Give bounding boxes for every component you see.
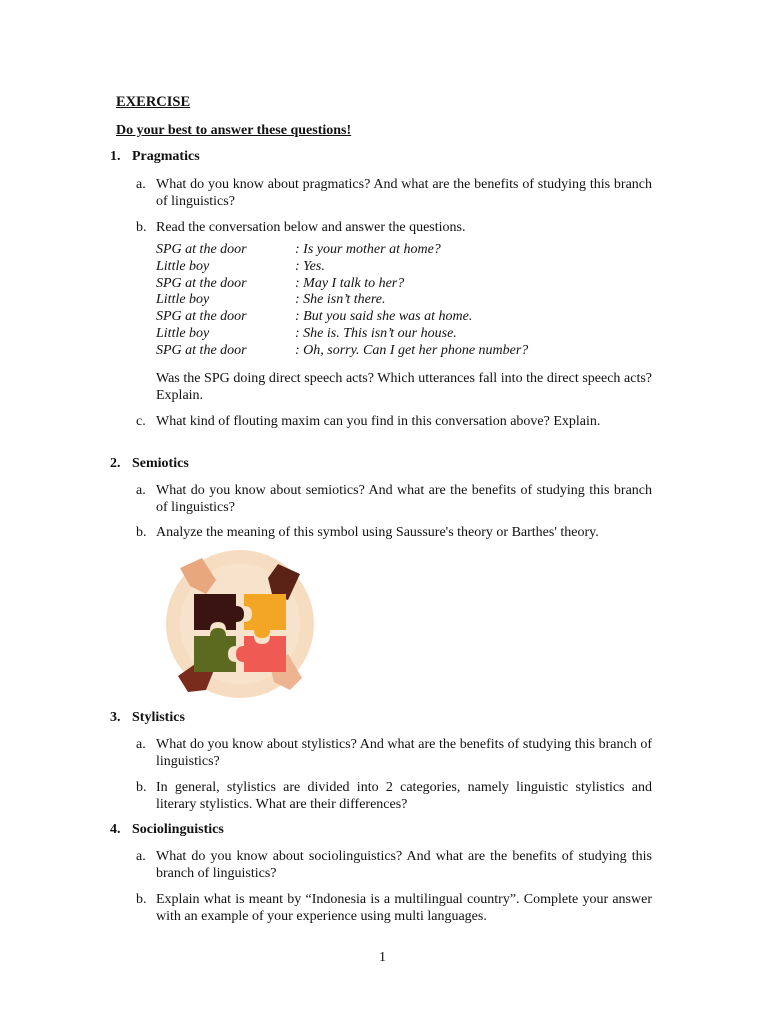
question-4a (136, 848, 652, 882)
dialog-speaker: SPG at the door (156, 275, 247, 291)
dialog-line: : May I talk to her? (295, 275, 405, 291)
question-text: Analyze the meaning of this symbol using Saussure's theory or Barthes' theory. (156, 525, 599, 540)
question-1a (136, 176, 652, 210)
question-1b (136, 219, 652, 236)
section-number: 3. (110, 710, 121, 725)
question-text: What kind of flouting maxim can you find in this conversation above? Explain. (156, 414, 601, 429)
question-3a (136, 736, 652, 770)
question-text: What do you know about semiotics? And what are the benefits of studying this branch of linguistics? (156, 483, 652, 515)
question-3b (136, 779, 652, 813)
question-text: Explain what is meant by “Indonesia is a multilingual country”. Complete your answer with an example of your experience using multi languages. (156, 892, 652, 924)
question-text: In general, stylistics are divided into 2 categories, namely linguistic stylistics and literary stylistics. What are their differences? (156, 780, 652, 812)
section-heading-stylistics (110, 710, 185, 726)
dialog-row (156, 326, 656, 343)
dialog-speaker: SPG at the door (156, 342, 247, 358)
section-heading-sociolinguistics (110, 822, 224, 838)
section-title: Pragmatics (132, 149, 200, 164)
section-title: Semiotics (132, 456, 189, 471)
section-title: Sociolinguistics (132, 822, 224, 837)
dialog-row (156, 292, 656, 309)
puzzle-hands-symbol (160, 550, 320, 698)
conversation-block (156, 242, 656, 360)
page-number: 1 (379, 950, 386, 965)
item-label: a. (136, 849, 146, 864)
dialog-speaker: Little boy (156, 292, 210, 308)
item-label: b. (136, 525, 147, 540)
section-heading-pragmatics (110, 149, 200, 165)
dialog-row (156, 276, 656, 293)
dialog-row (156, 242, 656, 259)
dialog-line: : Oh, sorry. Can I get her phone number? (295, 342, 529, 358)
question-text: What do you know about pragmatics? And what are the benefits of studying this branch of linguistics? (156, 177, 652, 209)
item-label: a. (136, 737, 146, 752)
question-4b (136, 891, 652, 925)
dialog-speaker: Little boy (156, 325, 210, 341)
dialog-speaker: Little boy (156, 258, 210, 274)
dialog-row (156, 343, 656, 360)
dialog-line: : But you said she was at home. (295, 309, 473, 325)
dialog-row (156, 309, 656, 326)
question-2a (136, 482, 652, 516)
section-heading-semiotics (110, 456, 189, 472)
dialog-row (156, 259, 656, 276)
dialog-line: : She is. This isn’t our house. (295, 325, 457, 341)
exercise-title: EXERCISE (116, 94, 191, 110)
question-2b (136, 524, 652, 541)
question-text: Read the conversation below and answer the questions. (156, 220, 466, 235)
item-label: b. (136, 780, 147, 795)
item-label: b. (136, 220, 147, 235)
dialog-line: : Yes. (295, 258, 325, 274)
dialog-line: : She isn’t there. (295, 292, 386, 308)
question-1b-followup: Was the SPG doing direct speech acts? Which utterances fall into the direct speech acts? Explain. (156, 371, 652, 403)
section-title: Stylistics (132, 710, 185, 725)
question-text: What do you know about stylistics? And what are the benefits of studying this branch of linguistics? (156, 737, 652, 769)
item-label: b. (136, 892, 147, 907)
dialog-speaker: SPG at the door (156, 309, 247, 325)
section-number: 2. (110, 456, 121, 471)
item-label: a. (136, 177, 146, 192)
section-number: 4. (110, 822, 121, 837)
instruction-text: Do your best to answer these questions! (116, 123, 352, 138)
dialog-line: : Is your mother at home? (295, 242, 441, 257)
section-number: 1. (110, 149, 121, 164)
question-1c (136, 413, 652, 430)
item-label: a. (136, 483, 146, 498)
dialog-speaker: SPG at the door (156, 242, 247, 257)
question-text: What do you know about sociolinguistics? And what are the benefits of studying this branch of linguistics? (156, 849, 652, 881)
item-label: c. (136, 414, 146, 429)
